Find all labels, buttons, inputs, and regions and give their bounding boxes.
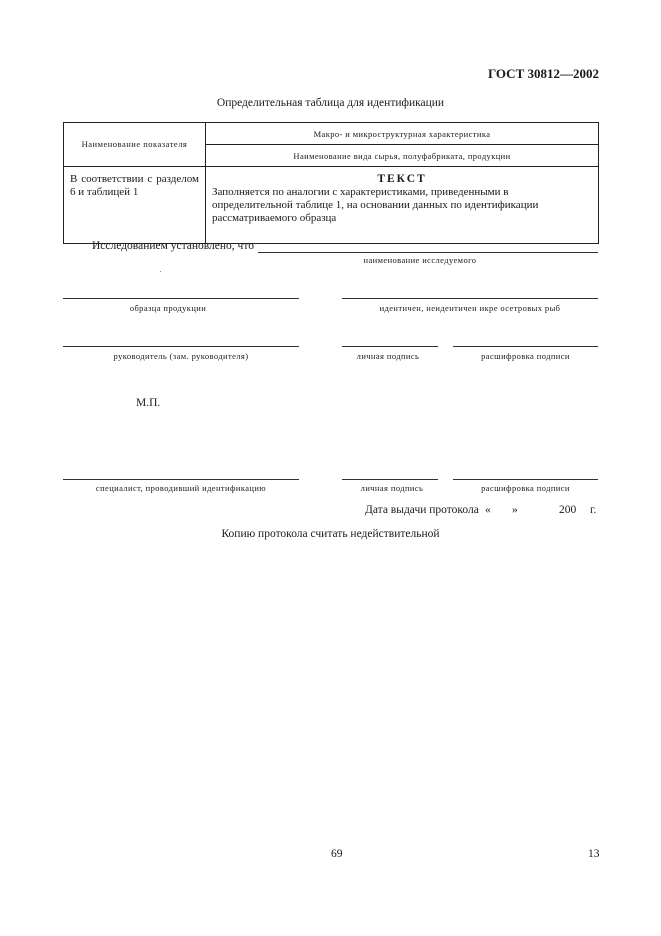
document-code: ГОСТ 30812—2002 <box>487 66 599 81</box>
speck <box>160 271 161 272</box>
caption-decoding-2: расшифровка подписи <box>481 483 570 493</box>
caption-head: руководитель (зам. руководителя) <box>113 351 249 361</box>
text-body: Заполняется по аналогии с характеристиками, приведенными в определительной таблице 1, на основании данных по идентификации рассматриваемого образца <box>212 186 539 224</box>
col-header-indicator: Наименование показателя <box>64 123 206 167</box>
caption-sample: образца продукции <box>129 303 207 313</box>
col-header-product: Наименование вида сырья, полуфабриката, продукции <box>206 145 599 167</box>
investigated-line[interactable] <box>258 252 598 253</box>
caption-identical: идентичен, неидентичен икре осетровых рыб <box>379 303 561 313</box>
date-label: Дата выдачи протокола <box>365 504 479 516</box>
head-signature-line[interactable] <box>342 346 438 347</box>
established-label: Исследованием установлено, что <box>92 240 254 252</box>
stamp-mark: М.П. <box>136 397 161 409</box>
page-number-right: 13 <box>588 848 600 860</box>
page-number-center: 69 <box>331 848 343 860</box>
invalid-copy-note: Копию протокола считать недействительной <box>221 528 440 540</box>
text-heading: ТЕКСТ <box>377 173 427 185</box>
identification-table <box>63 122 599 244</box>
head-decoding-line[interactable] <box>453 346 598 347</box>
specialist-decoding-line[interactable] <box>453 479 598 480</box>
specialist-signature-line[interactable] <box>342 479 438 480</box>
caption-signature-2: личная подпись <box>360 483 424 493</box>
date-suffix: г. <box>590 504 597 516</box>
caption-specialist: специалист, проводивший идентификацию <box>95 483 267 493</box>
table-title: Определительная таблица для идентификации <box>216 97 445 109</box>
caption-signature-1: личная подпись <box>356 351 420 361</box>
col-header-characteristic: Макро- и микроструктурная характеристика <box>206 123 599 145</box>
row-text-cell <box>206 167 599 244</box>
caption-investigated: наименование исследуемого <box>363 255 477 265</box>
date-year: 200 <box>559 504 577 516</box>
head-line[interactable] <box>63 346 299 347</box>
identical-line[interactable] <box>342 298 598 299</box>
row-indicator-cell: В соответствии с разделом 6 и таблицей 1 <box>64 167 206 244</box>
caption-decoding-1: расшифровка подписи <box>481 351 570 361</box>
specialist-line[interactable] <box>63 479 299 480</box>
sample-line[interactable] <box>63 298 299 299</box>
date-close-quote: » <box>512 504 518 516</box>
date-open-quote: « <box>485 504 491 516</box>
